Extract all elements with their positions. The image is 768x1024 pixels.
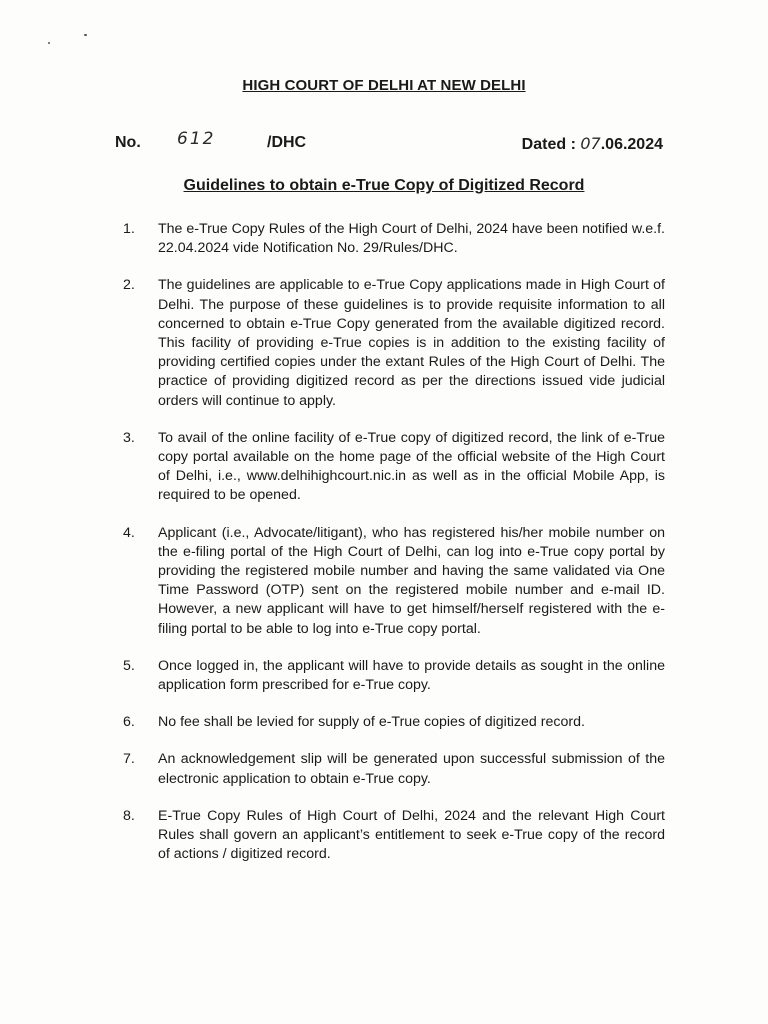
guidelines-list bbox=[123, 220, 665, 882]
dated-label: Dated : bbox=[521, 136, 576, 153]
reference-suffix: /DHC bbox=[267, 134, 307, 151]
guideline-text: Once logged in, the applicant will have to provide details as sought in the online application form prescribed for e-True copy. bbox=[158, 657, 665, 694]
guideline-item bbox=[123, 750, 665, 788]
guideline-number: 5. bbox=[123, 657, 135, 674]
guideline-text: To avail of the online facility of e-True copy of digitized record, the link of e-True copy portal available on the home page of the official website of the High Court of Delhi, i.e., www.delhihighcourt.nic.in as well as in the official Mobile App, is required to be opened. bbox=[158, 429, 665, 504]
reference-row bbox=[115, 131, 663, 157]
guideline-item bbox=[123, 429, 665, 506]
guideline-text: An acknowledgement slip will be generated upon successful submission of the electronic application to obtain e-True copy. bbox=[158, 751, 665, 787]
reference-number-label: No. bbox=[115, 134, 141, 151]
document-heading: Guidelines to obtain e-True Copy of Digitized Record bbox=[183, 177, 585, 194]
guideline-text: No fee shall be levied for supply of e-True copies of digitized record. bbox=[158, 714, 585, 731]
guideline-item bbox=[123, 524, 665, 639]
guideline-number: 7. bbox=[123, 751, 135, 768]
guideline-text: E-True Copy Rules of High Court of Delhi, 2024 and the relevant High Court Rules shall govern an applicant’s entitlement to seek e-True copy of the record of actions / digitized record. bbox=[158, 807, 665, 863]
scan-speck bbox=[84, 34, 87, 36]
guideline-text: The guidelines are applicable to e-True Copy applications made in High Court of Delhi. The purpose of these guidelines is to provide requisite information to all concerned to obtain e-True Copy generated from the available digitized record. This facility of providing e-True copies is in addition to the existing facility of providing certified copies under the extant Rules of the High Court of Delhi. The practice of providing digitized record as per the directions issued vide judicial orders will continue to apply. bbox=[158, 277, 665, 409]
guideline-item bbox=[123, 807, 665, 865]
guideline-text: Applicant (i.e., Advocate/litigant), who has registered his/her mobile number on the e-filing portal of the High Court of Delhi, can log into e-True copy portal by providing the registered mobile number and having the same validated via One Time Password (OTP) sent on the registered mobile number and e-mail ID. However, a new applicant will have to get himself/herself registered with the e-filing portal to be able to log into e-True copy portal. bbox=[158, 524, 665, 637]
guideline-item bbox=[123, 713, 665, 732]
guideline-number: 3. bbox=[123, 429, 135, 446]
guideline-item bbox=[123, 657, 665, 695]
guideline-number: 6. bbox=[123, 714, 135, 731]
guideline-number: 8. bbox=[123, 807, 135, 824]
dated-month-year: .06.2024 bbox=[600, 136, 663, 153]
guideline-number: 4. bbox=[123, 524, 135, 541]
guideline-number: 1. bbox=[123, 221, 135, 237]
guideline-text: The e-True Copy Rules of the High Court of Delhi, 2024 have been notified w.e.f. 22.04.2024 vide Notification No. 29/Rules/DHC. bbox=[158, 221, 665, 257]
guideline-number: 2. bbox=[123, 277, 135, 294]
guideline-item bbox=[123, 220, 665, 258]
scan-speck bbox=[48, 42, 50, 44]
court-title: HIGH COURT OF DELHI AT NEW DELHI bbox=[242, 77, 526, 94]
dated-field bbox=[522, 134, 663, 154]
reference-number-handwritten: 612 bbox=[177, 129, 216, 149]
guideline-item bbox=[123, 276, 665, 410]
dated-day-handwritten: 07 bbox=[580, 134, 601, 153]
